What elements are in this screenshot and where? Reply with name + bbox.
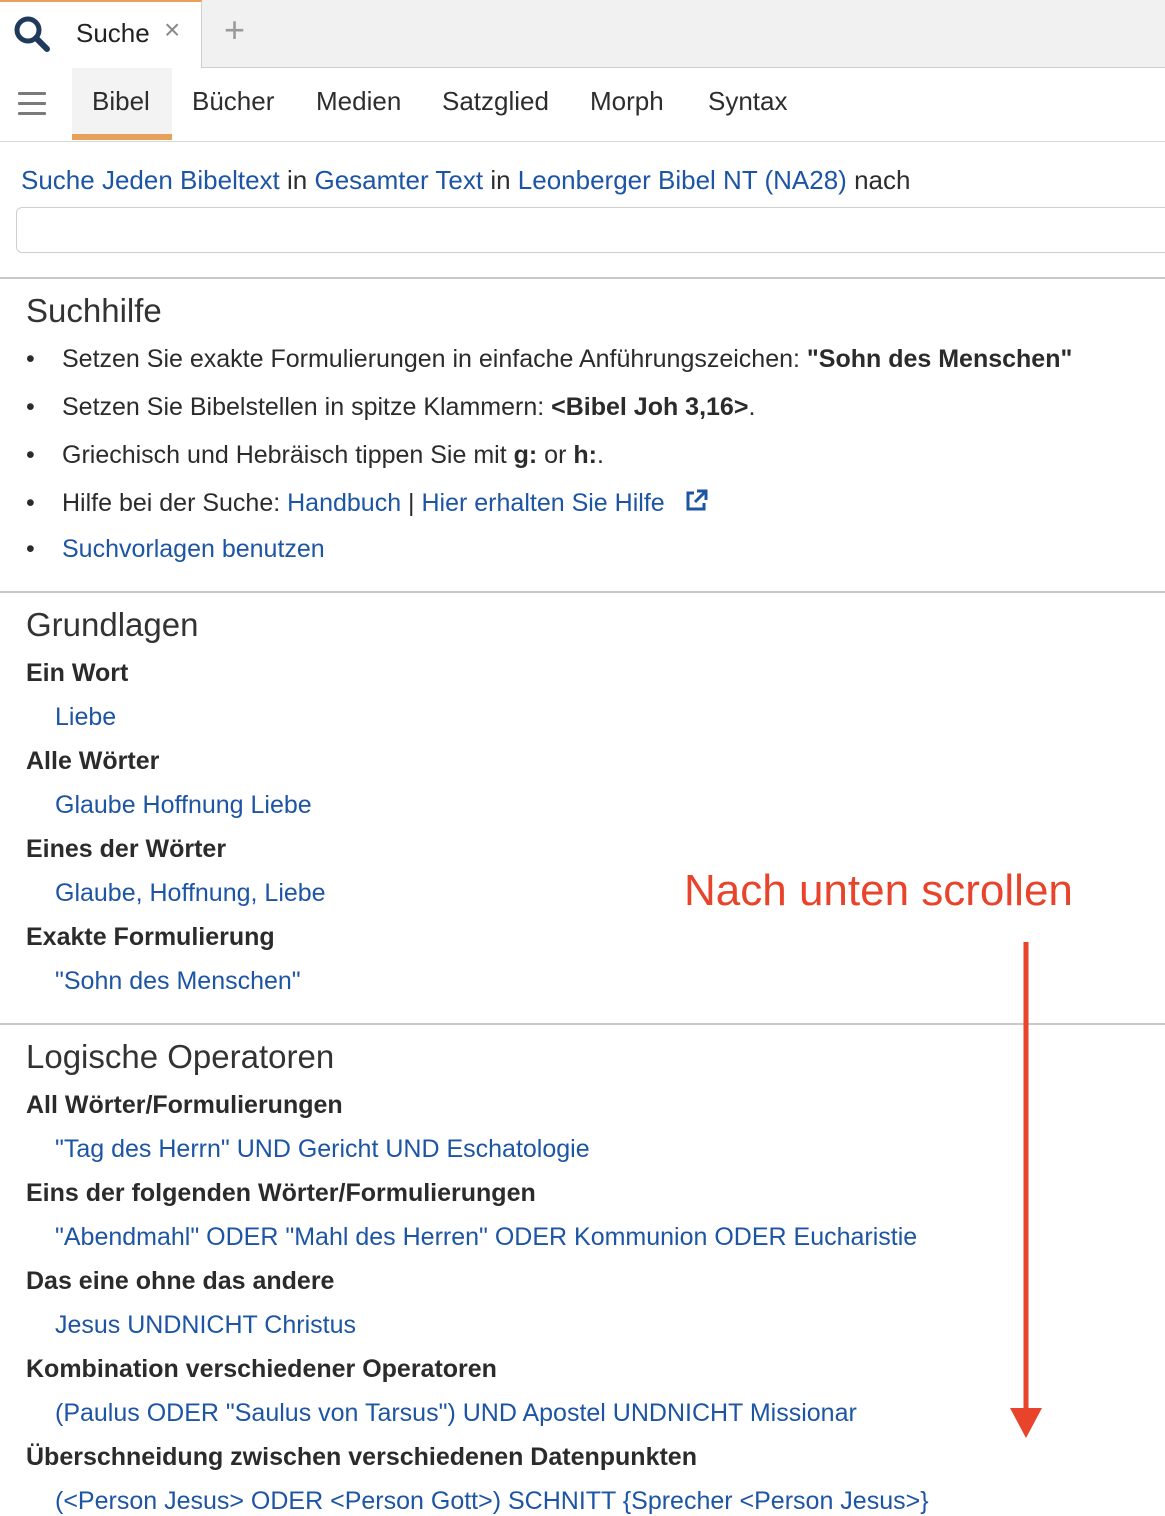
tab-bibel[interactable]: Bibel <box>92 86 150 116</box>
example-label: Eines der Wörter <box>26 835 227 863</box>
arrow-down-icon <box>1008 942 1044 1442</box>
close-tab-icon[interactable]: × <box>164 14 181 45</box>
tab-buecher[interactable]: Bücher <box>192 86 275 116</box>
search-query-builder <box>21 165 910 196</box>
section-title-basics: Grundlagen <box>26 606 199 643</box>
external-link-icon[interactable] <box>684 489 708 513</box>
templates-link[interactable]: Suchvorlagen benutzen <box>62 535 325 563</box>
example-label: Kombination verschiedener Operatoren <box>26 1355 497 1383</box>
tab-morph[interactable]: Morph <box>590 86 664 116</box>
hamburger-menu-icon[interactable] <box>18 92 46 116</box>
divider <box>0 591 1165 593</box>
search-input[interactable] <box>16 207 1165 253</box>
section-title-logic: Logische Operatoren <box>26 1038 335 1075</box>
help-bullet-languages: • Griechisch und Hebräisch tippen Sie mit g: or h:. <box>26 441 604 469</box>
search-range-dropdown[interactable]: Gesamter Text <box>314 165 484 195</box>
help-bullet-links: • Hilfe bei der Suche: Handbuch | Hier erhalten Sie Hilfe <box>26 489 708 518</box>
example-link[interactable]: (Paulus ODER "Saulus von Tarsus") UND Apostel UNDNICHT Missionar <box>55 1399 857 1427</box>
example-link[interactable]: "Abendmahl" ODER "Mahl des Herren" ODER Kommunion ODER Eucharistie <box>55 1223 918 1251</box>
tab-strip <box>0 0 1165 68</box>
help-bullet-references: • Setzen Sie Bibelstellen in spitze Klammern: <Bibel Joh 3,16>. <box>26 393 756 421</box>
scroll-hint-annotation: Nach unten scrollen <box>684 866 1073 915</box>
manual-link[interactable]: Handbuch <box>287 489 402 517</box>
section-title-help: Suchhilfe <box>26 292 162 329</box>
search-resource-dropdown[interactable]: Leonberger Bibel NT (NA28) <box>517 165 847 195</box>
example-link[interactable]: Liebe <box>55 703 117 731</box>
example-link[interactable]: Jesus UNDNICHT Christus <box>55 1311 356 1339</box>
example-label: Exakte Formulierung <box>26 923 275 951</box>
tab-search[interactable] <box>0 0 202 68</box>
search-in-label-2: in <box>490 165 511 195</box>
tab-title: Suche <box>76 18 150 48</box>
tab-satzglied[interactable]: Satzglied <box>442 86 549 116</box>
search-verb-link[interactable]: Suche <box>21 165 95 195</box>
example-label: All Wörter/Formulierungen <box>26 1091 343 1119</box>
example-label: Eins der folgenden Wörter/Formulierungen <box>26 1179 536 1207</box>
divider <box>0 1023 1165 1025</box>
example-label: Das eine ohne das andere <box>26 1267 335 1295</box>
example-label: Überschneidung zwischen verschiedenen Datenpunkten <box>26 1443 697 1471</box>
help-bullet-templates: • Suchvorlagen benutzen <box>26 535 325 563</box>
new-tab-icon[interactable]: + <box>224 9 246 50</box>
example-label: Alle Wörter <box>26 747 160 775</box>
search-type-nav <box>0 68 1165 142</box>
example-label: Ein Wort <box>26 659 129 687</box>
search-in-label: in <box>287 165 308 195</box>
search-scope-dropdown[interactable]: Jeden Bibeltext <box>101 165 280 195</box>
divider <box>0 277 1165 279</box>
active-tab-indicator <box>72 134 172 140</box>
example-link[interactable]: "Sohn des Menschen" <box>55 967 301 995</box>
example-link[interactable]: Glaube, Hoffnung, Liebe <box>55 879 326 907</box>
help-bullet-phrases: • Setzen Sie exakte Formulierungen in einfache Anführungszeichen: "Sohn des Menschen" <box>26 345 1073 373</box>
example-link[interactable]: (<Person Jesus> ODER <Person Gott>) SCHNITT {Sprecher <Person Jesus>} <box>55 1487 929 1515</box>
example-link[interactable]: "Tag des Herrn" UND Gericht UND Eschatologie <box>55 1135 590 1163</box>
get-help-link[interactable]: Hier erhalten Sie Hilfe <box>421 489 665 517</box>
search-icon <box>12 14 52 54</box>
tab-medien[interactable]: Medien <box>316 86 402 116</box>
search-after-label: nach <box>854 165 911 195</box>
example-link[interactable]: Glaube Hoffnung Liebe <box>55 791 312 819</box>
tab-syntax[interactable]: Syntax <box>708 86 788 116</box>
